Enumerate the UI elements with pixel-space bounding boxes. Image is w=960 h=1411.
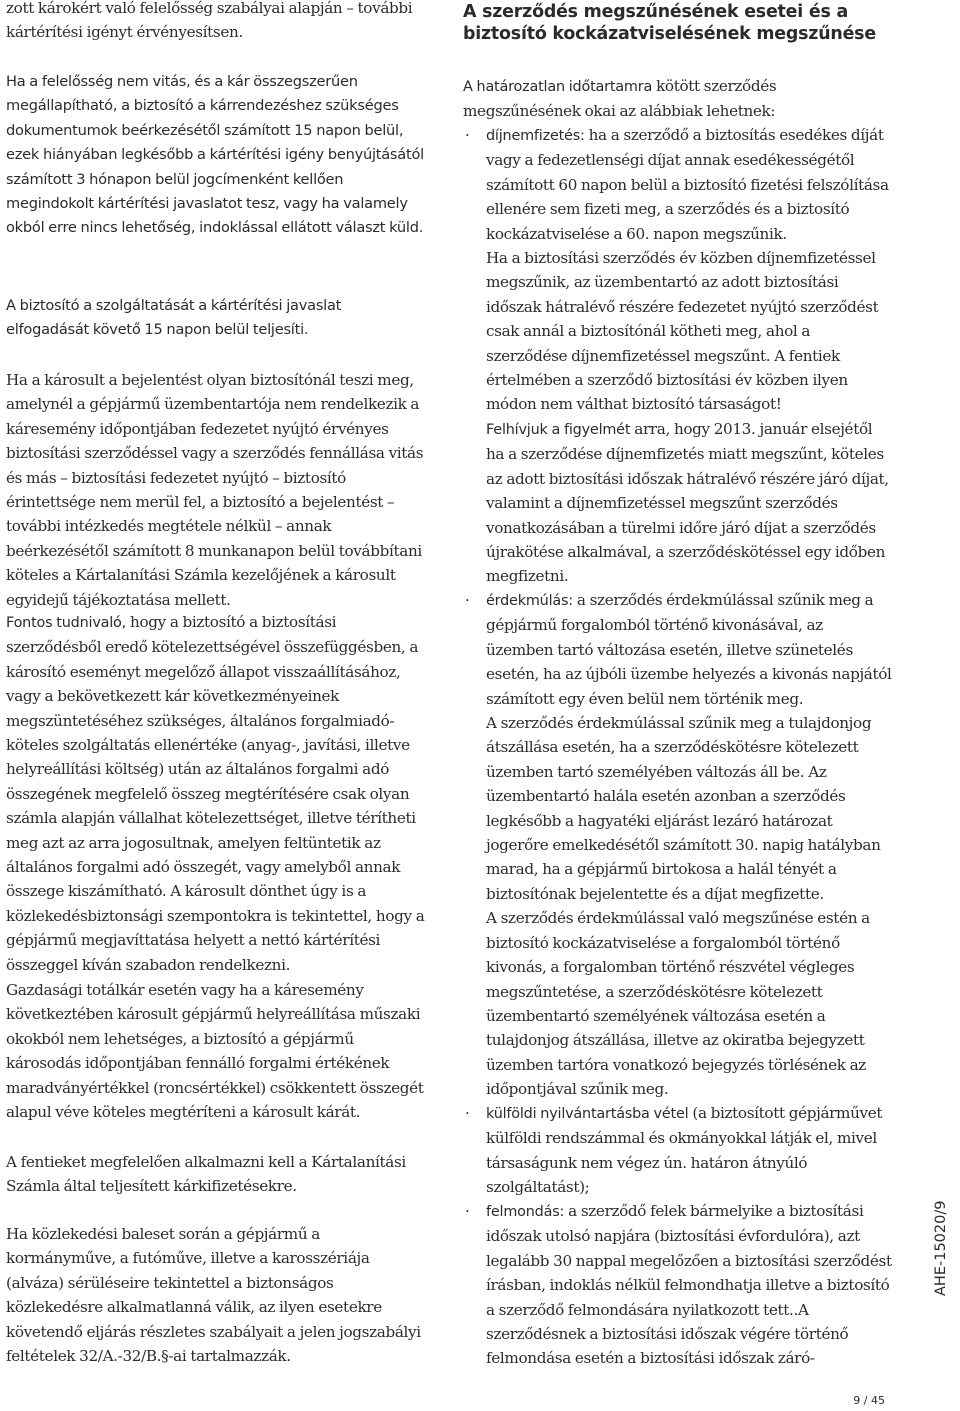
list-item-cancellation [463, 1199, 893, 1371]
cancellation-label: felmondás: [486, 1204, 565, 1220]
termination-reasons-list-2 [463, 588, 893, 1102]
termination-reasons-list-4 [463, 1199, 893, 1371]
injured-party-paragraph: Ha a károsult a bejelentést olyan biztosítónál teszi meg, amelynél a gépjármű üzembentartója nem rendelkezik a káresemény időpontjában fedezetet nyújtó érvényes biztosítási szerződéssel vagy a szerződés fennállása vitás és más – biztosítási fedezetet nyújtó – biztosító érintettsége nem merül fel, a biztosító a bejelentést – további intézkedés megtétele nélkül – annak beérkezésétől számított 8 munkanapon belül továbbítani köteles a Kártalanítási Számla kezelőjének a károsult egyidejű tájékoztatása mellett. [6, 371, 424, 609]
nonpayment-note-label: Felhívjuk a figyelmét [486, 421, 631, 438]
list-item-loss-of-interest [463, 588, 893, 1102]
loss-of-interest-label: érdekmúlás: [486, 593, 573, 609]
termination-intro-label: A határozatlan időtartamra [463, 79, 653, 95]
service-paragraph: A biztosító a szolgáltatását a kártérítési javaslat elfogadását követő 15 napon belül teljesíti. [6, 297, 342, 339]
document-code: AHE-15020/9 [933, 1200, 949, 1296]
section-heading: A szerződés megszűnésének esetei és a biztosító kockázatviselésének megszűnése [463, 2, 876, 44]
termination-reasons-list [463, 123, 893, 589]
loss-of-interest-extra-1: A szerződés érdekmúlással szűnik meg a tulajdonjog átszállása esetén, ha a szerződéskötésre kötelezett üzemben tartó személyében változás áll be. Az üzembentartó halála esetén azonban a szerződés legkésőbb a hagyatéki eljárást lezáró határozat jogerőre emelkedésétől számított 30. napig hatályban marad, ha a gépjármű birtokosa a halál tényét a biztosítónak bejelentette és a díjat megfizette. [486, 714, 881, 903]
important-note-text: hogy a biztosító a biztosítási szerződésből eredő kötelezettségével összefüggésben, a károsító eseményt megelőző állapot visszaállításához, vagy a bekövetkezett kár következményeinek megszüntetéséhez szükséges, általános forgalmiadó-köteles szolgáltatás ellenértéke (anyag-, javítási, illetve helyreállítási költség) után az általános forgalmi adó összegének megfelelő összeg megtérítésére csak olyan számla alapján vállalhat kötelezettséget, illetve térítheti meg azt az arra jogosultnak, amelyen feltüntetik az általános forgalmi adó összegét, vagy amelyből annak összege kiszámítható. A károsult dönthet úgy is a közlekedésbiztonsági szempontokra is tekintettel, hogy a gépjármű megjavíttatása helyett a nettó kártérítési összeggel kíván szabadon rendelkezni. [6, 613, 425, 974]
nonpayment-note [486, 417, 893, 589]
foreign-registration-text: (a biztosított gépjárművet külföldi rendszámmal és okmányokkal látják el, mivel társaságunk nem végez ún. határon átnyúló szolgáltatást); [486, 1104, 883, 1197]
total-loss-paragraph: Gazdasági totálkár esetén vagy ha a káresemény következtében károsult gépjármű helyreállítása műszaki okokból nem lehetséges, a biztosító a gépjármű károsodás időpontjában fennálló forgalmi értékének maradványértékkel (roncsértékkel) csökkentett összegét alapul véve köteles megtéríteni a károsult kárát. [6, 981, 424, 1122]
list-item-nonpayment [463, 123, 893, 589]
loss-of-interest-extra-2: A szerződés érdekmúlással való megszűnése estén a biztosító kockázatviselése a forgalomból történő kivonás, a forgalomban történő részvétel végleges megszűntetése, a szerződéskötésre kötelezett üzembentartó személyének változása esetén a tulajdonjog átszállása, illetve az okiratba bejegyzett üzemben tartóra vonatkozó bejegyzés törlésének az időpontjával szűnik meg. [486, 909, 870, 1099]
page-number: 9 / 45 [853, 1394, 885, 1407]
nonpayment-text: ha a szerződő a biztosítás esedékes díját vagy a fedezetlenségi díjat annak esedékességétől számított 60 napon belül a biztosító fizetési felszólítása ellenére sem fizeti meg, a szerződés és a biztosító kockázatviselése a 60. napon megszűnik. [486, 126, 889, 243]
compensation-account-paragraph: A fentieket megfelelően alkalmazni kell a Kártalanítási Számla által teljesített kárkifizetésekre. [6, 1153, 406, 1196]
nonpayment-note-text: arra, hogy 2013. január elsejétől ha a szerződése díjnemfizetés miatt megszűnt, köteles az adott biztosítási időszak hátralévő részére járó díjat, valamint a díjnemfizetéssel megszűnt szerződés vonatkozásában a türelmi időre járó díjat a szerződés újrakötése alkalmával, a szerződéskötéssel egy időben megfizetni. [486, 419, 889, 586]
termination-intro-paragraph [463, 74, 893, 124]
important-note-paragraph [6, 610, 426, 977]
nonpayment-extra: Ha a biztosítási szerződés év közben díjnemfizetéssel megszűnik, az üzembentartó az adott biztosítási időszak hátralévő részére fedezetet nyújtó szerződést csak annál a biztosítónál kötheti meg, ahol a szerződése díjnemfizetéssel megszűnt. A fentiek értelmében a szerződő biztosítási év közben ilyen módon nem válthat biztosító társaságot! [486, 249, 879, 414]
list-item-foreign-registration [463, 1101, 893, 1200]
intro-continuation-paragraph: zott károkért való felelősség szabályai alapján – további kártérítési igényt érvényesítsen. [6, 0, 413, 42]
important-note-label: Fontos tudnivaló, [6, 615, 127, 631]
termination-reasons-list-3 [463, 1101, 893, 1200]
liability-paragraph: Ha a felelősség nem vitás, és a kár összegszerűen megállapítható, a biztosító a kárrendezéshez szükséges dokumentumok beérkezésétől számított 15 napon belül, ezek hiányában legkésőbb a kártérítési igény benyújtásától számított 3 hónapon belül jogcímenként kellően megindokolt kártérítési javaslatot tesz, vagy ha valamely okból erre nincs lehetőség, indoklással ellátott választ küld. [6, 73, 424, 237]
termination-intro-text: kötött szerződés megszűnésének okai az alábbiak lehetnek: [463, 77, 777, 121]
cancellation-text: a szerződő felek bármelyike a biztosítási időszak utolsó napjára (biztosítási évfordulóra), azt legalább 30 nappal megelőzően a biztosítási szerződést írásban, indoklás nélkül felmondhatja illetve a biztosító a szerződő felmondására nyilatkozott tett..A szerződésnek a biztosítási időszak végére történő felmondása esetén a biztosítási időszak záró- [486, 1202, 892, 1368]
foreign-registration-label: külföldi nyilvántartásba vétel [486, 1106, 689, 1122]
accident-paragraph: Ha közlekedési baleset során a gépjármű a kormányműve, a futóműve, illetve a karosszériája (alváza) sérüléseire tekintettel a biztonságos közlekedésre alkalmatlanná válik, az ilyen esetekre követendő eljárás részletes szabályait a jelen jogszabályi feltételek 32/A.-32/B.§-ai tartalmazzák. [6, 1225, 421, 1366]
loss-of-interest-text: a szerződés érdekmúlással szűnik meg a gépjármű forgalomból történő kivonásával, az üzemben tartó változása esetén, illetve szünetelés esetén, ha az újbóli üzembe helyezés a kivonás napjától számított egy éven belül nem történik meg. [486, 591, 892, 708]
nonpayment-label: díjnemfizetés: [486, 128, 585, 144]
